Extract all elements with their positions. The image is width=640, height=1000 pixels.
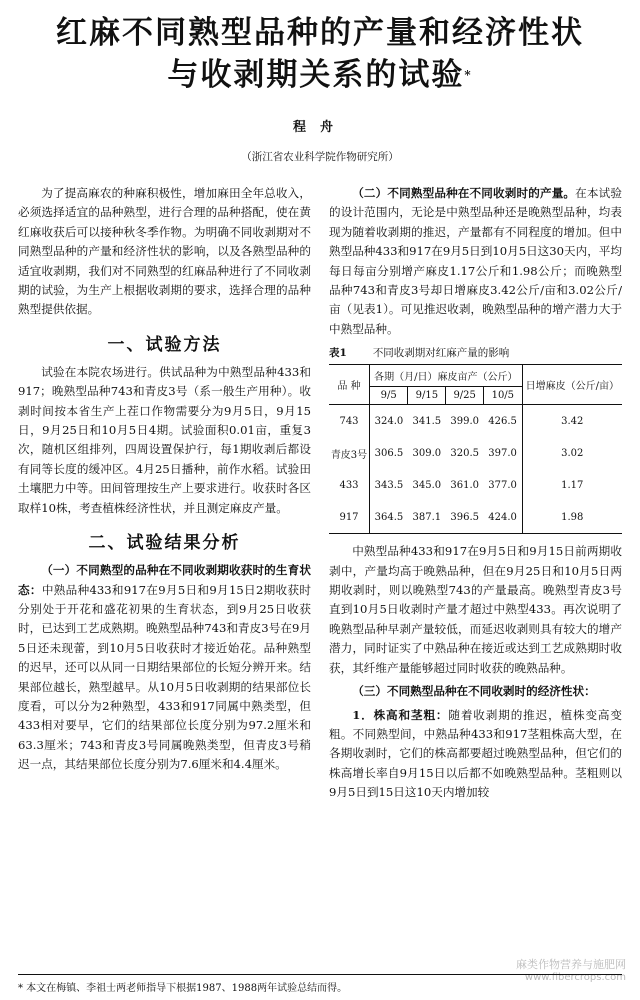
cell-yield: 320.5 bbox=[450, 447, 479, 459]
table-number: 表1 bbox=[329, 347, 347, 360]
cell-yield: 387.1 bbox=[412, 511, 442, 523]
cell-variety: 917 bbox=[329, 501, 370, 534]
table-header-row bbox=[329, 365, 622, 387]
header-date: 10/5 bbox=[484, 387, 522, 405]
title-footnote-mark: * bbox=[464, 68, 473, 82]
table-row bbox=[329, 469, 622, 501]
header-variety: 品 种 bbox=[329, 365, 370, 405]
watermark-url: www.fibercrops.com bbox=[524, 972, 626, 983]
title-line-1: 红麻不同熟型品种的产量和经济性状 bbox=[56, 15, 584, 51]
cell-yield: 397.0 bbox=[484, 437, 522, 469]
affiliation: （浙江省农业科学院作物研究所） bbox=[241, 151, 399, 163]
table-caption bbox=[329, 345, 622, 360]
author: 程舟 bbox=[292, 120, 347, 135]
title-line-2: 与收剥期关系的试验* bbox=[167, 57, 473, 93]
watermark-text: 麻类作物营养与施肥网 bbox=[516, 958, 626, 971]
intro-paragraph: 为了提高麻农的种麻积极性，增加麻田全年总收入，必须选择适宜的品种熟型，进行合理的品种搭配，使在黄红麻收获后可以接种秋冬季作物。为明确不同收剥期对不同熟型品种的产量和经济性状的影响，以及各熟型品种的适宜收剥期，我们对不同熟型的红麻品种进行了不同收剥期的试验，为生产上根据收剥期的要求，选择合理的品种熟型提供依据。 bbox=[18, 186, 311, 317]
cell-yield: 377.0 bbox=[484, 469, 522, 501]
table-row bbox=[329, 437, 622, 469]
cell-variety: 433 bbox=[329, 469, 370, 501]
section-2-1-title: （一）不同熟型的品种在不同收剥期收获时的生育状态： bbox=[18, 563, 311, 597]
section-1-heading: 一、试验方法 bbox=[107, 334, 222, 355]
cell-yield: 309.0 bbox=[412, 447, 442, 459]
section-2-3-title: （三）不同熟型品种在不同收剥时的经济性状： bbox=[352, 684, 596, 699]
left-column bbox=[18, 184, 311, 807]
two-column-body bbox=[18, 184, 622, 807]
header-yield-group: 各期（月/日）麻皮亩产（公斤） bbox=[370, 365, 523, 387]
cell-increase: 3.02 bbox=[561, 447, 584, 459]
cell-yield: 306.5 bbox=[374, 447, 404, 459]
header-daily-increase: 日增麻皮（公斤/亩） bbox=[522, 365, 622, 405]
section-2-1-text: 中熟品种433和917在9月5日和9月15日2期收获时分别处于开花和盛花初果的生育状态，到9月25日收获时，已达到工艺成熟期。晚熟型品种743和青皮3号在9月5日还未现蕾，到10月5日收获时才接近始花。品种熟型的迟早，还可以从同一日期结果部位的长短分辨开来。结果部位越长，熟型越早。从10月5日收剥期的结果部位长度看，可以分为2种熟型，433和917同属中熟类型，但433相对要早，它们的结果部位长度分别为97.2厘米和63.3厘米；743和青皮3号同属晚熟类型，但青皮3号稍迟一点，其结果部位长度分别为7.6厘米和4.4厘米。 bbox=[18, 582, 311, 772]
header-date: 9/15 bbox=[408, 387, 446, 405]
section-2-heading: 二、试验结果分析 bbox=[88, 533, 241, 554]
section-2-3-item-1-paragraph bbox=[329, 706, 622, 803]
cell-yield: 324.0 bbox=[374, 415, 404, 427]
item-1-title: 1．株高和茎粗： bbox=[352, 707, 449, 722]
section-1-paragraph: 试验在本院农场进行。供试品种为中熟型品种433和917；晚熟型品种743和青皮3号（系一般生产用种）。收剥时间按本省生产上茬口作物需要分为9月5日，9月15日，9月25日和10月5日4期。试验面积0.01亩，重复3次，随机区组排列，四周设置保护行，每1期收剥后都设有同等长度的缓冲区。4月25日播种，前作水稻。试验田土壤肥力中等。田间管理按生产上要求进行。收获时各区取样10株，考查植株经济性状，并且测定麻皮产量。 bbox=[18, 364, 311, 515]
section-2-2-title: （二）不同熟型品种在不同收剥时的产量。 bbox=[352, 186, 576, 200]
cell-variety: 青皮3号 bbox=[329, 437, 370, 469]
cell-increase: 1.98 bbox=[561, 511, 584, 523]
cell-increase: 3.42 bbox=[561, 415, 584, 427]
footnote: * 本文在梅镇、李祖士两老师指导下根据1987、1988两年试验总结而得。 bbox=[18, 974, 622, 994]
section-2-2-paragraph-2: 中熟型品种433和917在9月5日和9月15日前两期收剥中，产量均高于晚熟品种，但在9月25日和10月5日两期收剥时，则以晚熟型743的产量最高。晚熟型青皮3号直到10月5日收剥时产量才超过中熟型433。再次说明了晚熟型品种早剥产量较低，而延迟收剥则具有较大的增产潜力，同时证实了中熟品种在接近或达到工艺成熟期时收获，其纤维产量能够超过同时收获的晚熟品种。 bbox=[329, 544, 622, 675]
paper-title bbox=[18, 12, 622, 96]
section-2-1-paragraph bbox=[18, 561, 311, 774]
cell-yield: 426.5 bbox=[484, 405, 522, 438]
cell-increase: 1.17 bbox=[561, 479, 584, 491]
cell-yield: 424.0 bbox=[484, 501, 522, 534]
cell-yield: 399.0 bbox=[450, 415, 479, 427]
cell-yield: 345.0 bbox=[412, 479, 442, 491]
cell-yield: 341.5 bbox=[412, 415, 442, 427]
section-2-2-paragraph bbox=[329, 184, 622, 339]
cell-yield: 361.0 bbox=[450, 479, 479, 491]
header-date: 9/25 bbox=[446, 387, 484, 405]
cell-variety: 743 bbox=[329, 405, 370, 438]
table-row bbox=[329, 501, 622, 534]
cell-yield: 396.5 bbox=[450, 511, 479, 523]
cell-yield: 364.5 bbox=[374, 511, 404, 523]
table-title: 不同收剥期对红麻产量的影响 bbox=[372, 347, 510, 360]
header-date: 9/5 bbox=[370, 387, 408, 405]
section-2-3-heading-paragraph bbox=[329, 682, 622, 701]
right-column bbox=[329, 184, 622, 807]
yield-table bbox=[329, 364, 622, 534]
item-1-text: 随着收剥期的推迟，植株变高变粗。不同熟型间，中熟品种433和917茎粗株高大型，在各期收剥时，它们的株高都要超过晚熟型品种，但它们的株高增长率自9月15日以后都不如晚熟型品种。茎粗则以9月5日到15日这10天内增加较 bbox=[329, 707, 622, 800]
section-2-2-text: 在本试验的设计范围内，无论是中熟型品种还是晚熟型品种，均表现为随着收剥期的推迟，产量都有不同程度的增加。但中熟型品种433和917在9月5日到10月5日这30天内，平均每日每亩分别增产麻皮1.17公斤和1.98公斤；而晚熟型品种743和青皮3号却日增麻皮3.42公斤/亩和3.02公斤/亩（见表1）。可见推迟收剥，晚熟型品种的增产潜力大于中熟型品种。 bbox=[329, 186, 622, 336]
table-row bbox=[329, 405, 622, 438]
cell-yield: 343.5 bbox=[374, 479, 404, 491]
